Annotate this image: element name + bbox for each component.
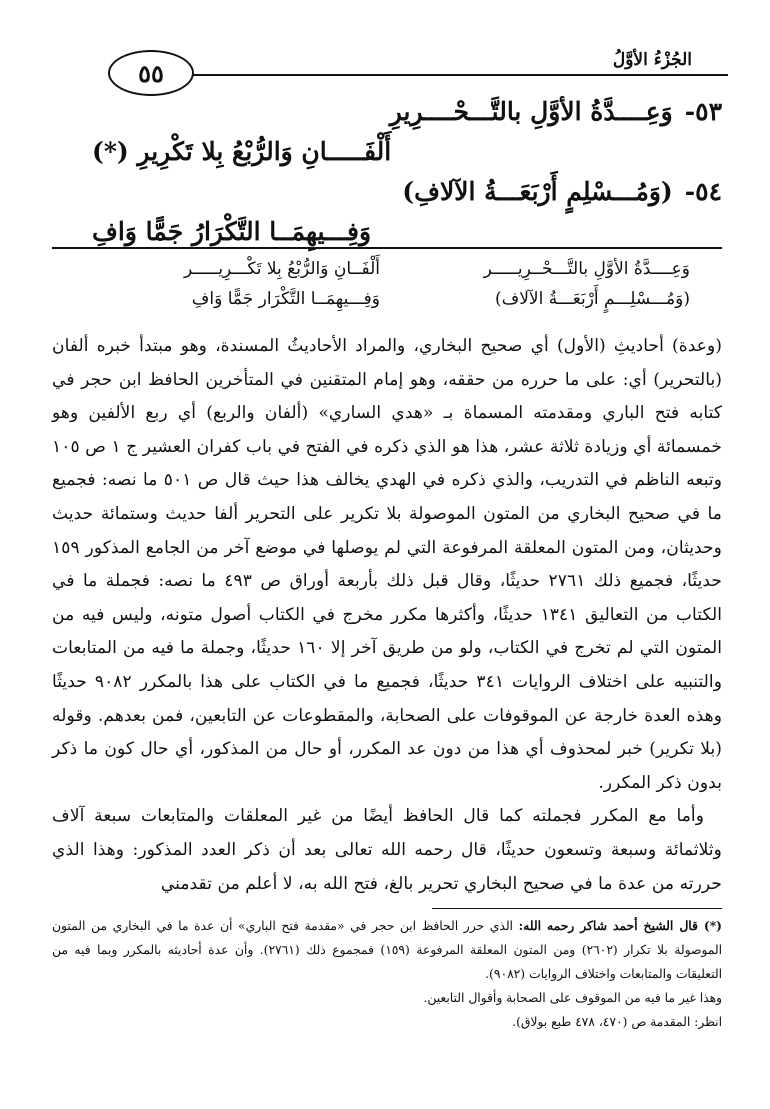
footnote-paragraph — [52, 914, 722, 986]
verse-summary-line: وَفِـــيهِمَــا التَّكْرَار جَمًّا وَافِ — [191, 289, 380, 309]
verse-summary-line: أَلْفَــانِ وَالرُّبْعُ بِلا تَكْـــرِيـــــر — [184, 259, 380, 279]
footnote-reference: انظر: المقدمة ص (٤٧٠، ٤٧٨ طبع بولاق). — [512, 1015, 722, 1029]
footnote-text: الذي حرر الحافظ ابن حجر في «مقدمة فتح الباري» أن عدة ما في البخاري من المتون الموصولة بلا تكرار (٢٦٠٢) ومن المتون المعلقة المرفوعة (١٥٩) فمجموع ذلك (٢٧٦١). وأن عدة أحاديثه بالمكرر وبما فيه من التعليقات والمتابعات واختلاف الروايات (٩٠٨٢). — [52, 919, 722, 981]
poem-line — [92, 92, 722, 132]
commentary-paragraph: (وعدة) أحاديثِ (الأول) أي صحيح البخاري، والمراد الأحاديثُ المسندة، وهو مبتدأ خبره ألفان (بالتحرير) أي: على ما حرره من حققه، وهو إمام المتقنين في المتأخرين الحافظ ابن حجر في كتابه فتح الباري ومقدمته المسماة بـ «هدي الساري» (ألفان والربع) أي ربع الألفين وهو خمسمائة أي وزيادة ثلاثة عشر، هذا هو الذي ذكره في الفتح في باب كفران العشير ج ١ ص ١٠٥ وتبعه الناظم في التدريب، والذي ذكره في الهدي يخالف هذا حيث قال ص ٥٠١ ما نصه: فجميع ما في صحيح البخاري من المتون الموصولة بلا تكرير على التحرير ألفا حديث وستمائة حديث وحديثان، ومن المتون المعلقة المرفوعة التي لم يوصلها في موضع آخر من الجامع المذكور ١٥٩ حديثًا، فجميع ذلك ٢٧٦١ حديثًا، وقال قبل ذلك بأربعة أوراق ص ٤٩٣ ما نصه: فجملة ما في الكتاب من التعاليق ١٣٤١ حديثًا، وأكثرها مكرر مخرج في الكتاب أصول متونه، وليس فيه من المتون التي لم تخرج في الكتاب، ولو من طريق آخر إلا ١٦٠ حديثًا، وجملة ما فيه من المتابعات والتنبيه على اختلاف الروايات ٣٤١ حديثًا، فجميع ما في الكتاب على هذا بالمكرر ٩٠٨٢ حديثًا وهذه العدة خارجة عن الموقوفات على الصحابة، والمقطوعات عن التابعين، فمن بعدهم. وقوله (بلا تكرير) خبر لمحذوف أي هذا من دون عد المكرر، أو حال من المذكور، أي حال كون ما ذكر بدون ذكر المكرر. — [52, 336, 722, 793]
commentary-text — [52, 330, 722, 901]
page-header — [108, 46, 728, 96]
poem-entry-53 — [92, 92, 722, 172]
verse-summary — [110, 254, 690, 314]
entry-number: ٥٣- — [684, 97, 722, 126]
verse-first-hemistich: وَعِــــدَّةُ الأوَّلِ بالتَّـــحْــــرِيرِ — [389, 97, 673, 126]
commentary-paragraph: وأما مع المكرر فجملته كما قال الحافظ أيضًا من غير المعلقات والمتابعات سبعة آلاف وثلاثمائة وسبعة وتسعون حديثًا، قال رحمه الله تعالى بعد أن ذكر العدد المذكور: وهذا الذي حررته من عدة ما في صحيح البخاري تحرير بالغ، فتح الله به، لا أعلم من تقدمني — [52, 806, 722, 894]
section-divider — [52, 247, 722, 249]
poem-line — [92, 172, 722, 212]
verse-summary-line: (وَمُـــسْلِـــمٍ أَرْبَعَـــةُ الآلاف) — [494, 289, 690, 309]
entry-number: ٥٤- — [684, 177, 722, 206]
footnote-rule — [432, 908, 722, 909]
verse-first-hemistich: (وَمُـــسْلِمٍ أَرْبَعَـــةُ الآلافِ) — [402, 177, 673, 206]
verse-summary-line: وَعِــــدَّةُ الأوَّلِ بالتَّـــحْــرِيـــــر — [483, 259, 690, 279]
page-title: الجُزْءُ الأوَّلُ — [605, 50, 700, 70]
verse-second-hemistich: وَفِـــيهِمَــا التَّكْرَارُ جَمًّا وَافِ — [92, 217, 372, 246]
header-rule — [158, 74, 728, 76]
footnote — [52, 914, 722, 1034]
footnote-line: وهذا غير ما فيه من الموقوف على الصحابة وأقوال التابعين. — [423, 991, 722, 1005]
page-number: ٥٥ — [108, 50, 194, 96]
footnote-heading: (*) قال الشيخ أحمد شاكر رحمه الله: — [518, 918, 722, 933]
verse-second-hemistich: أَلْفَـــــانِ وَالرُّبْعُ بِلا تَكْرِيرِ (*) — [92, 137, 392, 166]
poem-entry-54 — [92, 172, 722, 252]
